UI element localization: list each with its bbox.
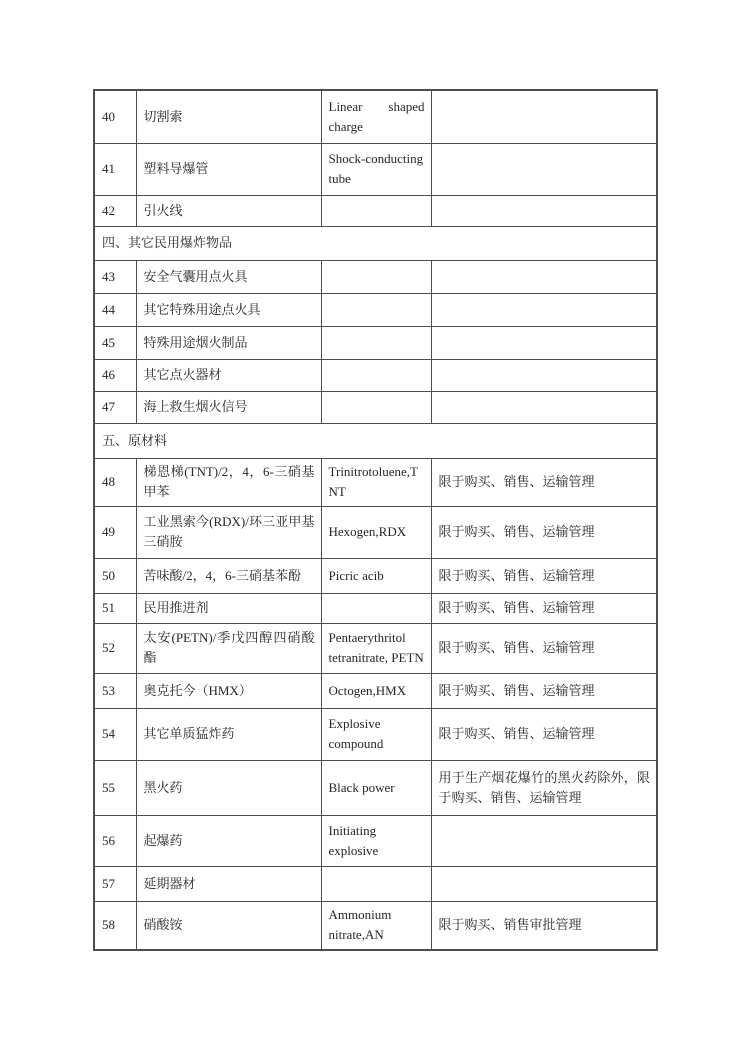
row-number: 47 bbox=[94, 391, 136, 423]
row-number: 50 bbox=[94, 558, 136, 593]
row-number: 58 bbox=[94, 901, 136, 950]
item-remark bbox=[431, 293, 657, 326]
item-name-cn: 其它点火器材 bbox=[136, 359, 321, 391]
item-name-en bbox=[321, 293, 431, 326]
row-number: 51 bbox=[94, 593, 136, 623]
item-name-cn: 其它单质猛炸药 bbox=[136, 708, 321, 760]
table-row bbox=[94, 866, 657, 901]
item-name-en: Initiating explosive bbox=[321, 815, 431, 866]
table-row bbox=[94, 260, 657, 293]
item-name-cn: 海上救生烟火信号 bbox=[136, 391, 321, 423]
item-name-cn: 硝酸铵 bbox=[136, 901, 321, 950]
item-name-cn: 起爆药 bbox=[136, 815, 321, 866]
item-name-cn: 塑料导爆管 bbox=[136, 143, 321, 195]
row-number: 46 bbox=[94, 359, 136, 391]
item-remark bbox=[431, 326, 657, 359]
item-name-en: Linear shaped charge bbox=[321, 90, 431, 143]
item-remark: 限于购买、销售、运输管理 bbox=[431, 708, 657, 760]
item-name-en: Black power bbox=[321, 760, 431, 815]
item-remark: 限于购买、销售、运输管理 bbox=[431, 593, 657, 623]
section-header-row bbox=[94, 226, 657, 260]
item-name-en: Octogen,HMX bbox=[321, 673, 431, 708]
item-remark bbox=[431, 195, 657, 226]
item-remark: 限于购买、销售、运输管理 bbox=[431, 623, 657, 673]
item-remark: 限于购买、销售、运输管理 bbox=[431, 673, 657, 708]
item-name-cn: 特殊用途烟火制品 bbox=[136, 326, 321, 359]
item-name-en: Picric acib bbox=[321, 558, 431, 593]
item-name-cn: 梯恩梯(TNT)/2，4，6-三硝基甲苯 bbox=[136, 458, 321, 506]
item-name-en bbox=[321, 866, 431, 901]
item-remark: 限于购买、销售、运输管理 bbox=[431, 458, 657, 506]
row-number: 49 bbox=[94, 506, 136, 558]
row-number: 43 bbox=[94, 260, 136, 293]
table-row bbox=[94, 815, 657, 866]
row-number: 55 bbox=[94, 760, 136, 815]
section-header-label: 四、其它民用爆炸物品 bbox=[94, 226, 657, 260]
item-name-cn: 工业黑索今(RDX)/环三亚甲基三硝胺 bbox=[136, 506, 321, 558]
item-name-en: Explosive compound bbox=[321, 708, 431, 760]
item-name-cn: 太安(PETN)/季戊四醇四硝酸酯 bbox=[136, 623, 321, 673]
table-row bbox=[94, 195, 657, 226]
item-name-en bbox=[321, 195, 431, 226]
row-number: 48 bbox=[94, 458, 136, 506]
item-remark: 限于购买、销售、运输管理 bbox=[431, 558, 657, 593]
table-row bbox=[94, 506, 657, 558]
item-name-en: Ammonium nitrate,AN bbox=[321, 901, 431, 950]
item-name-cn: 奥克托今（HMX） bbox=[136, 673, 321, 708]
item-remark: 用于生产烟花爆竹的黑火药除外，限于购买、销售、运输管理 bbox=[431, 760, 657, 815]
row-number: 44 bbox=[94, 293, 136, 326]
item-name-en bbox=[321, 359, 431, 391]
item-remark: 限于购买、销售审批管理 bbox=[431, 901, 657, 950]
item-name-en bbox=[321, 260, 431, 293]
item-name-en bbox=[321, 391, 431, 423]
row-number: 56 bbox=[94, 815, 136, 866]
row-number: 40 bbox=[94, 90, 136, 143]
table-row bbox=[94, 673, 657, 708]
item-remark bbox=[431, 815, 657, 866]
row-number: 53 bbox=[94, 673, 136, 708]
item-remark bbox=[431, 143, 657, 195]
table-row bbox=[94, 558, 657, 593]
item-name-en: Shock-conducting tube bbox=[321, 143, 431, 195]
table-row bbox=[94, 359, 657, 391]
item-name-en bbox=[321, 326, 431, 359]
item-remark bbox=[431, 260, 657, 293]
table-row bbox=[94, 458, 657, 506]
section-header-label: 五、原材料 bbox=[94, 423, 657, 458]
table-row bbox=[94, 326, 657, 359]
item-name-cn: 延期器材 bbox=[136, 866, 321, 901]
item-remark bbox=[431, 866, 657, 901]
explosives-items-table bbox=[93, 89, 658, 951]
item-name-en: Pentaerythritol tetranitrate, PETN bbox=[321, 623, 431, 673]
table-row bbox=[94, 143, 657, 195]
row-number: 57 bbox=[94, 866, 136, 901]
section-header-row bbox=[94, 423, 657, 458]
table-row bbox=[94, 901, 657, 950]
table-row bbox=[94, 593, 657, 623]
item-name-cn: 苦味酸/2，4，6-三硝基苯酚 bbox=[136, 558, 321, 593]
item-name-en: Trinitrotoluene,TNT bbox=[321, 458, 431, 506]
item-name-cn: 黑火药 bbox=[136, 760, 321, 815]
item-remark bbox=[431, 391, 657, 423]
row-number: 42 bbox=[94, 195, 136, 226]
row-number: 45 bbox=[94, 326, 136, 359]
row-number: 52 bbox=[94, 623, 136, 673]
item-remark bbox=[431, 90, 657, 143]
item-name-cn: 民用推进剂 bbox=[136, 593, 321, 623]
item-remark bbox=[431, 359, 657, 391]
item-name-cn: 安全气囊用点火具 bbox=[136, 260, 321, 293]
row-number: 54 bbox=[94, 708, 136, 760]
table-row bbox=[94, 391, 657, 423]
table-row bbox=[94, 293, 657, 326]
item-name-en: Hexogen,RDX bbox=[321, 506, 431, 558]
row-number: 41 bbox=[94, 143, 136, 195]
item-name-cn: 切割索 bbox=[136, 90, 321, 143]
item-name-cn: 引火线 bbox=[136, 195, 321, 226]
table-row bbox=[94, 760, 657, 815]
item-name-en bbox=[321, 593, 431, 623]
table-row bbox=[94, 623, 657, 673]
item-name-cn: 其它特殊用途点火具 bbox=[136, 293, 321, 326]
table-row bbox=[94, 708, 657, 760]
table-row bbox=[94, 90, 657, 143]
item-remark: 限于购买、销售、运输管理 bbox=[431, 506, 657, 558]
